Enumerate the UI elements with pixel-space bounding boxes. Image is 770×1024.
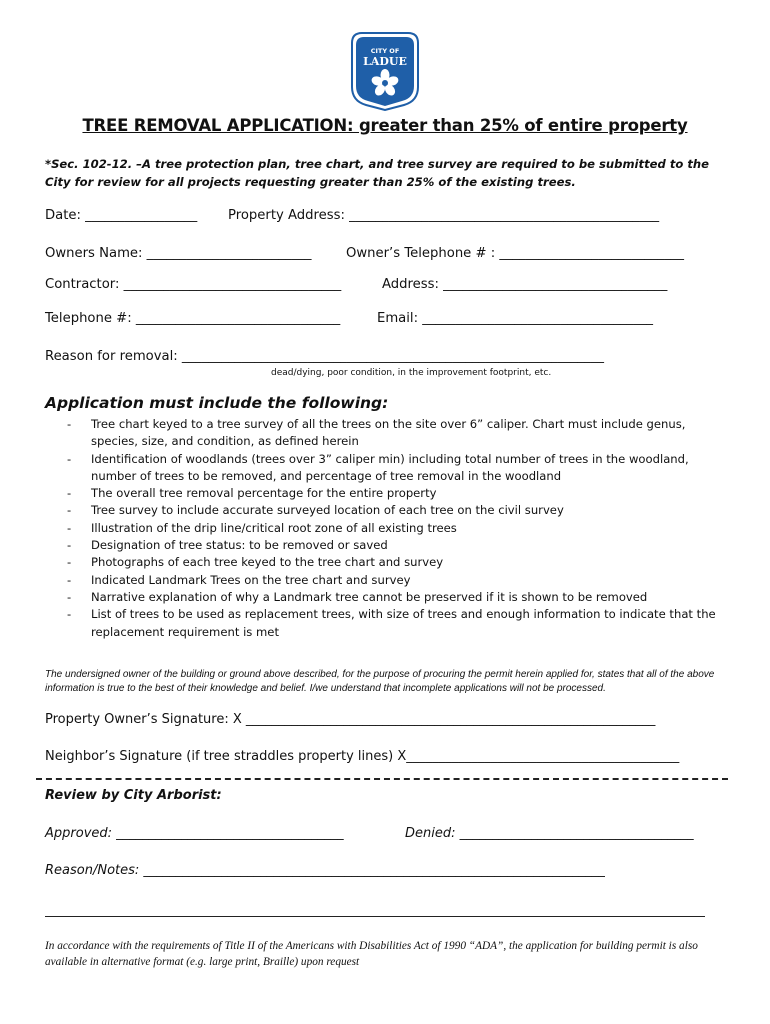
contractor-field[interactable]: Contractor: _________________________________ — [45, 277, 342, 292]
reason-for-removal-field[interactable]: Reason for removal: ________________________________________________________________ — [45, 349, 604, 364]
owner-signature-field[interactable]: Property Owner’s Signature: X _______________________________________________________________ — [45, 712, 656, 727]
section-divider — [36, 778, 728, 780]
requirements-list — [45, 416, 735, 641]
list-item: - List of trees to be used as replacement trees, with size of trees and enough information to indicate that the replacement requirement is met — [67, 607, 716, 639]
list-item: - Designation of tree status: to be removed or saved — [67, 538, 388, 553]
list-item: - Tree survey to include accurate surveyed location of each tree on the civil survey — [67, 503, 564, 518]
reason-note: dead/dying, poor condition, in the improvement footprint, etc. — [271, 368, 552, 378]
requirements-heading: Application must include the following: — [45, 394, 389, 412]
address-field[interactable]: Address: __________________________________ — [382, 277, 668, 292]
list-item: - Identification of woodlands (trees over 3” caliper min) including total number of trees in the woodland, number of trees to be removed, and percentage of tree removal in the woodland — [67, 451, 689, 483]
owners-name-field[interactable]: Owners Name: _________________________ — [45, 246, 312, 261]
list-item: - Indicated Landmark Trees on the tree chart and survey — [67, 572, 411, 587]
denied-field[interactable]: Denied: ____________________________________ — [405, 826, 694, 841]
list-item: - Illustration of the drip line/critical root zone of all existing trees — [67, 520, 457, 535]
page-title: TREE REMOVAL APPLICATION: greater than 25% of entire property — [82, 116, 688, 135]
neighbor-signature-field[interactable]: Neighbor’s Signature (if tree straddles property lines) X__________________________________________ — [45, 749, 680, 764]
city-of-ladue-logo — [344, 29, 426, 111]
approved-field[interactable]: Approved: ___________________________________ — [45, 826, 344, 841]
reason-notes-field[interactable]: Reason/Notes: _______________________________________________________________________ — [45, 863, 605, 878]
date-field[interactable]: Date: _________________ — [45, 208, 198, 223]
ladue-shield-icon — [344, 29, 426, 111]
list-item: - Tree chart keyed to a tree survey of all the trees on the site over 6” caliper. Chart must include genus, species, size, and condition, as defined herein — [67, 417, 686, 449]
ada-notice: In accordance with the requirements of Title II of the Americans with Disabilities Act of 1990 “ADA”, the application for building permit is also available in alternative format (e.g. large print, Braille) upon request — [45, 940, 698, 968]
logo-ladue: LADUE — [363, 55, 407, 68]
owner-statement: The undersigned owner of the building or ground above described, for the purpose of procuring the permit herein applied for, states that all of the above information is true to the best of their knowledge and belief. I/we understand that incomplete applications will not be processed. — [45, 669, 715, 694]
notes-extra-line[interactable] — [45, 916, 705, 917]
property-address-field[interactable]: Property Address: _______________________________________________ — [228, 208, 660, 223]
owners-telephone-field[interactable]: Owner’s Telephone # : ____________________________ — [346, 246, 684, 261]
list-item: - The overall tree removal percentage for the entire property — [67, 486, 437, 501]
logo-city-of: CITY OF — [370, 47, 400, 55]
arborist-heading: Review by City Arborist: — [45, 788, 222, 803]
intro-text: *Sec. 102-12. –A tree protection plan, tree chart, and tree survey are required to be submitted to the City for review for all projects requesting greater than 25% of the existing trees. — [45, 157, 710, 189]
email-field[interactable]: Email: ___________________________________ — [377, 311, 654, 326]
telephone-field[interactable]: Telephone #: _______________________________ — [45, 311, 341, 326]
list-item: - Photographs of each tree keyed to the tree chart and survey — [67, 555, 444, 570]
list-item: - Narrative explanation of why a Landmark tree cannot be preserved if it is shown to be removed — [67, 589, 648, 604]
